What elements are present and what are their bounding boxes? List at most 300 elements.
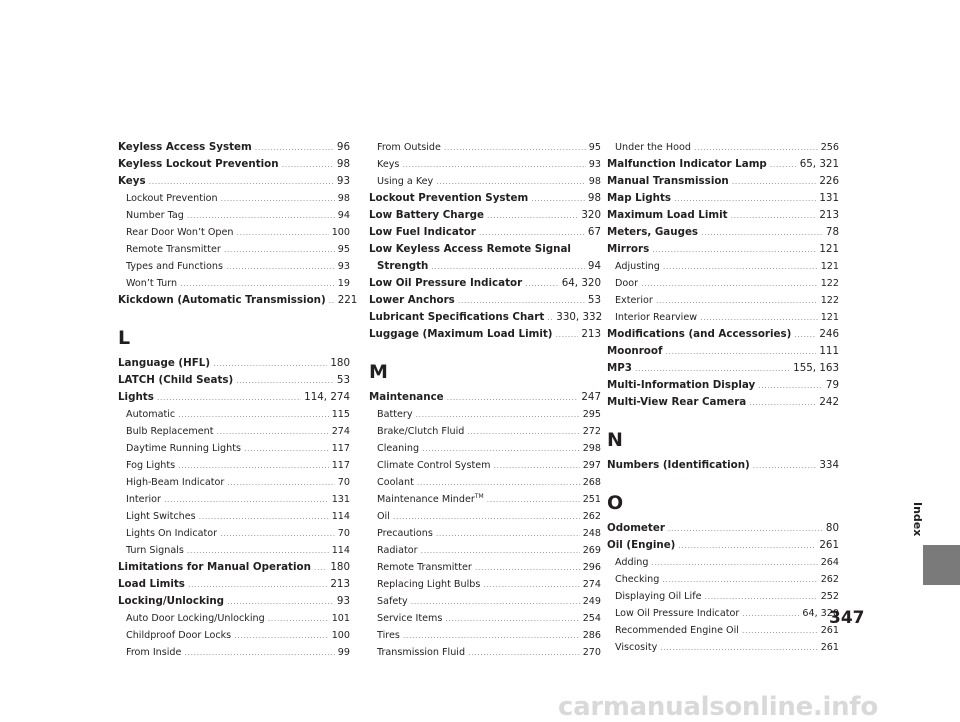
- entry-term: [377, 156, 399, 173]
- index-entry[interactable]: [369, 292, 601, 309]
- entry-page-refs[interactable]: 213: [581, 328, 601, 340]
- entry-page-refs[interactable]: 115: [331, 409, 350, 420]
- entry-page-refs[interactable]: 131: [331, 494, 350, 505]
- entry-page-refs[interactable]: 320: [581, 209, 601, 221]
- entry-page-refs[interactable]: 256: [820, 142, 839, 153]
- index-subentry[interactable]: [118, 440, 350, 457]
- entry-term: [377, 258, 428, 275]
- entry-page-refs[interactable]: 242: [819, 396, 839, 408]
- index-entry[interactable]: [118, 576, 350, 593]
- entry-term: [615, 588, 701, 605]
- entry-term: [607, 241, 649, 258]
- entry-term-text: Low Battery Charge: [369, 209, 485, 221]
- dot-leader: [674, 190, 816, 207]
- entry-term: [615, 554, 648, 571]
- entry-page-refs[interactable]: 213: [819, 209, 839, 221]
- entry-page-refs[interactable]: 101: [331, 613, 350, 624]
- entry-term: [607, 520, 665, 537]
- index-subentry[interactable]: [369, 610, 601, 627]
- entry-term-text: Interior Rearview: [615, 312, 698, 323]
- entry-term-text: Lower Anchors: [369, 294, 455, 306]
- entry-term-text: Interior: [126, 494, 161, 505]
- dot-leader: [224, 241, 335, 258]
- index-subentry[interactable]: [607, 639, 839, 656]
- entry-term-text: Tires: [377, 630, 400, 641]
- index-entry[interactable]: [369, 326, 601, 343]
- dot-leader: [234, 627, 329, 644]
- entry-page-refs[interactable]: 98: [587, 192, 601, 204]
- entry-term-text: Mirrors: [607, 243, 650, 255]
- entry-term: [118, 156, 279, 173]
- index-entry[interactable]: [118, 173, 350, 190]
- index-subentry[interactable]: [118, 491, 350, 508]
- entry-term: [126, 241, 221, 258]
- entry-page-refs[interactable]: 274: [331, 426, 350, 437]
- dot-leader: [458, 292, 585, 309]
- entry-term: [377, 406, 413, 423]
- entry-term: [118, 139, 252, 156]
- page-number: 347: [829, 608, 865, 628]
- entry-page-refs[interactable]: 254: [582, 613, 601, 624]
- index-subentry[interactable]: [607, 588, 839, 605]
- entry-term: [118, 173, 146, 190]
- dot-leader: [700, 309, 818, 326]
- index-entry[interactable]: [607, 537, 839, 554]
- entry-term-text: Keyless Lockout Prevention: [118, 158, 279, 170]
- dot-leader: [227, 593, 334, 610]
- entry-term-text: From Outside: [377, 142, 441, 153]
- index-subentry[interactable]: [118, 224, 350, 241]
- dot-leader: [665, 343, 816, 360]
- entry-page-refs[interactable]: 121: [820, 312, 839, 323]
- entry-term: [377, 644, 465, 661]
- index-entry[interactable]: [369, 389, 601, 406]
- index-entry[interactable]: [118, 372, 350, 389]
- entry-page-refs[interactable]: 65, 321: [799, 158, 839, 170]
- entry-term: [126, 627, 231, 644]
- entry-term: [377, 440, 419, 457]
- section-thumb-tab[interactable]: [923, 545, 960, 585]
- index-entry[interactable]: [118, 292, 358, 309]
- entry-page-refs[interactable]: 131: [819, 192, 839, 204]
- section-tab-label[interactable]: Index: [911, 502, 924, 537]
- entry-term: [607, 190, 671, 207]
- entry-term-text: Lubricant Specifications Chart: [369, 311, 545, 323]
- dot-leader: [475, 559, 580, 576]
- dot-leader: [445, 610, 579, 627]
- entry-page-refs[interactable]: 261: [819, 539, 839, 551]
- index-subentry[interactable]: [118, 275, 350, 292]
- index-subentry[interactable]: [118, 406, 350, 423]
- index-entry[interactable]: [607, 224, 839, 241]
- entry-term-text: Checking: [615, 574, 660, 585]
- entry-page-refs[interactable]: 117: [331, 460, 350, 471]
- dot-leader: [180, 275, 335, 292]
- entry-term: [126, 406, 175, 423]
- entry-term: [615, 309, 697, 326]
- entry-page-refs[interactable]: 298: [582, 443, 601, 454]
- dot-leader: [753, 457, 817, 474]
- dot-leader: [220, 525, 335, 542]
- entry-term-text: Low Oil Pressure Indicator: [615, 608, 740, 619]
- dot-leader: [487, 207, 578, 224]
- entry-page-refs[interactable]: 269: [582, 545, 601, 556]
- index-subentry[interactable]: [607, 309, 839, 326]
- entry-term-text: Lights: [118, 391, 154, 403]
- dot-leader: [662, 571, 817, 588]
- index-subentry[interactable]: [118, 190, 350, 207]
- dot-leader: [393, 508, 580, 525]
- entry-page-refs[interactable]: 249: [582, 596, 601, 607]
- entry-page-refs[interactable]: 246: [819, 328, 839, 340]
- dot-leader: [213, 355, 327, 372]
- index-entry[interactable]: [118, 156, 350, 173]
- index-entry[interactable]: [607, 173, 839, 190]
- entry-term-text: LATCH (Child Seats): [118, 374, 234, 386]
- entry-term: [369, 309, 544, 326]
- index-subentry[interactable]: [369, 139, 601, 156]
- index-subentry[interactable]: [369, 491, 601, 508]
- entry-page-refs[interactable]: 93: [337, 261, 350, 272]
- entry-page-refs[interactable]: 95: [588, 142, 601, 153]
- entry-page-refs[interactable]: 93: [336, 175, 350, 187]
- index-subentry[interactable]: [369, 593, 601, 610]
- dot-leader: [656, 292, 818, 309]
- index-entry[interactable]: [607, 326, 839, 343]
- dot-leader: [421, 542, 580, 559]
- entry-page-refs[interactable]: 272: [582, 426, 601, 437]
- entry-page-refs[interactable]: 121: [819, 243, 839, 255]
- index-entry[interactable]: [607, 241, 839, 258]
- entry-term: [377, 173, 433, 190]
- entry-term-text: Maintenance Minder: [377, 494, 475, 505]
- index-column-2: [369, 139, 601, 661]
- index-entry[interactable]: [369, 275, 601, 292]
- entry-term-text: Precautions: [377, 528, 433, 539]
- entry-term-text: Keys: [377, 159, 400, 170]
- index-subentry[interactable]: [607, 139, 839, 156]
- index-entry[interactable]: [369, 258, 601, 275]
- index-entry[interactable]: [118, 593, 350, 610]
- dot-leader: [678, 537, 816, 554]
- entry-term-text: Multi-Information Display: [607, 379, 756, 391]
- entry-term: [615, 139, 691, 156]
- index-subentry[interactable]: [369, 440, 601, 457]
- entry-page-refs[interactable]: 261: [820, 642, 839, 653]
- entry-term: [126, 423, 214, 440]
- entry-page-refs[interactable]: 251: [582, 494, 601, 505]
- entry-term: [126, 190, 218, 207]
- entry-term-text: Bulb Replacement: [126, 426, 214, 437]
- index-letter-heading: M: [369, 361, 388, 383]
- index-subentry[interactable]: [369, 644, 601, 661]
- dot-leader: [255, 139, 334, 156]
- entry-term: [377, 525, 433, 542]
- entry-term-text: Won’t Turn: [126, 278, 178, 289]
- entry-term-text: Strength: [377, 260, 429, 272]
- entry-page-refs[interactable]: 296: [582, 562, 601, 573]
- index-subentry[interactable]: [607, 571, 839, 588]
- entry-term-text: Turn Signals: [126, 545, 184, 556]
- index-entry[interactable]: [607, 343, 839, 360]
- entry-term-text: Daytime Running Lights: [126, 443, 241, 454]
- index-subentry[interactable]: [118, 610, 350, 627]
- dot-leader: [436, 173, 586, 190]
- entry-term-text: Safety: [377, 596, 408, 607]
- index-subentry[interactable]: [369, 542, 601, 559]
- entry-term-text: Types and Functions: [126, 261, 223, 272]
- entry-page-refs[interactable]: 98: [337, 193, 350, 204]
- dot-leader: [493, 457, 579, 474]
- entry-term-text: Number Tag: [126, 210, 184, 221]
- entry-term-text: Low Fuel Indicator: [369, 226, 476, 238]
- index-subentry[interactable]: [118, 423, 350, 440]
- index-subentry[interactable]: [369, 156, 601, 173]
- index-subentry[interactable]: [607, 622, 839, 639]
- dot-leader: [157, 389, 301, 406]
- entry-page-refs[interactable]: 180: [330, 357, 350, 369]
- entry-page-refs[interactable]: 274: [582, 579, 601, 590]
- entry-page-refs[interactable]: 19: [337, 278, 350, 289]
- entry-page-refs[interactable]: 96: [336, 141, 350, 153]
- entry-page-refs[interactable]: 117: [331, 443, 350, 454]
- entry-page-refs[interactable]: 98: [588, 176, 601, 187]
- dot-leader: [660, 639, 817, 656]
- entry-term: [118, 372, 233, 389]
- entry-term-text: Locking/Unlocking: [118, 595, 225, 607]
- index-subentry[interactable]: [369, 423, 601, 440]
- dot-leader: [701, 224, 823, 241]
- entry-term-text: Moonroof: [607, 345, 663, 357]
- index-entry[interactable]: [118, 139, 350, 156]
- dot-leader: [431, 258, 585, 275]
- entry-term: [369, 190, 528, 207]
- index-entry[interactable]: [118, 559, 350, 576]
- dot-leader: [329, 292, 335, 309]
- dot-leader: [236, 372, 334, 389]
- entry-page-refs[interactable]: 114: [331, 511, 350, 522]
- entry-page-refs[interactable]: 64, 320: [561, 277, 601, 289]
- dot-leader: [314, 559, 327, 576]
- entry-page-refs[interactable]: 93: [336, 595, 350, 607]
- entry-term-text: Auto Door Locking/Unlocking: [126, 613, 265, 624]
- index-subentry[interactable]: [607, 275, 839, 292]
- entry-page-refs[interactable]: 247: [581, 391, 601, 403]
- entry-term: [377, 559, 472, 576]
- entry-page-refs[interactable]: 122: [820, 295, 839, 306]
- entry-page-refs[interactable]: 252: [820, 591, 839, 602]
- side-tab-strip: [918, 78, 960, 558]
- entry-term-text: Language (HFL): [118, 357, 211, 369]
- entry-page-refs[interactable]: 261: [820, 625, 839, 636]
- index-subentry[interactable]: [118, 207, 350, 224]
- entry-term: [118, 559, 311, 576]
- entry-term-text: MP3: [607, 362, 632, 374]
- entry-term-text: Adding: [615, 557, 649, 568]
- entry-term: [615, 275, 638, 292]
- index-subentry[interactable]: [369, 406, 601, 423]
- entry-page-refs[interactable]: 286: [582, 630, 601, 641]
- index-subentry[interactable]: [118, 627, 350, 644]
- index-entry[interactable]: [607, 156, 839, 173]
- entry-page-refs[interactable]: 53: [336, 374, 350, 386]
- entry-term: [118, 593, 224, 610]
- entry-page-refs[interactable]: 99: [337, 647, 350, 658]
- entry-term: [607, 360, 632, 377]
- entry-page-refs[interactable]: 67: [587, 226, 601, 238]
- entry-page-refs[interactable]: 70: [337, 528, 350, 539]
- entry-page-refs[interactable]: 330, 332: [556, 311, 603, 323]
- index-subentry[interactable]: [118, 525, 350, 542]
- entry-page-refs[interactable]: 95: [337, 244, 350, 255]
- entry-page-refs[interactable]: 121: [820, 261, 839, 272]
- index-entry[interactable]: [369, 309, 601, 326]
- index-subentry[interactable]: [118, 508, 350, 525]
- entry-page-refs[interactable]: 53: [587, 294, 601, 306]
- entry-page-refs[interactable]: 262: [820, 574, 839, 585]
- entry-term-text: Service Items: [377, 613, 443, 624]
- entry-term-text: Meters, Gauges: [607, 226, 699, 238]
- entry-page-refs[interactable]: 64, 320: [802, 608, 839, 619]
- index-entry[interactable]: [118, 389, 350, 406]
- entry-page-refs[interactable]: 221: [337, 294, 358, 306]
- entry-term-text: Maximum Load Limit: [607, 209, 728, 221]
- entry-page-refs[interactable]: 70: [337, 477, 350, 488]
- dot-leader: [164, 491, 329, 508]
- index-entry[interactable]: [607, 394, 839, 411]
- index-subentry[interactable]: [369, 576, 601, 593]
- entry-term: [126, 258, 223, 275]
- entry-term: [118, 576, 185, 593]
- index-entry[interactable]: [118, 355, 350, 372]
- entry-page-refs[interactable]: 94: [337, 210, 350, 221]
- index-subentry[interactable]: [607, 258, 839, 275]
- entry-page-refs[interactable]: 268: [582, 477, 601, 488]
- entry-term-text: Low Keyless Access Remote Signal: [369, 243, 571, 255]
- index-subentry[interactable]: [369, 457, 601, 474]
- index-subentry[interactable]: [607, 605, 839, 622]
- entry-term: [126, 525, 217, 542]
- index-entry[interactable]: [607, 207, 839, 224]
- dot-leader: [282, 156, 334, 173]
- entry-term-text: Fog Lights: [126, 460, 176, 471]
- entry-page-refs[interactable]: 100: [331, 630, 350, 641]
- index-entry[interactable]: [607, 360, 839, 377]
- entry-page-refs[interactable]: 270: [582, 647, 601, 658]
- entry-page-refs[interactable]: 180: [330, 561, 350, 573]
- entry-page-refs[interactable]: 98: [336, 158, 350, 170]
- index-subentry[interactable]: [118, 457, 350, 474]
- index-subentry[interactable]: [607, 292, 839, 309]
- index-subentry[interactable]: [118, 542, 350, 559]
- dot-leader: [758, 377, 823, 394]
- entry-term: [369, 241, 571, 258]
- entry-term-text: Remote Transmitter: [126, 244, 221, 255]
- dot-leader: [221, 190, 335, 207]
- entry-page-refs[interactable]: 79: [825, 379, 839, 391]
- dot-leader: [188, 576, 327, 593]
- dot-leader: [467, 423, 579, 440]
- entry-term-text: Lockout Prevention: [126, 193, 218, 204]
- index-subentry[interactable]: [118, 644, 350, 661]
- entry-page-refs[interactable]: 94: [587, 260, 601, 272]
- index-subentry[interactable]: [369, 525, 601, 542]
- entry-page-refs[interactable]: 213: [330, 578, 350, 590]
- entry-term: [607, 457, 750, 474]
- entry-term: [126, 224, 234, 241]
- index-entry[interactable]: [607, 190, 839, 207]
- index-subentry[interactable]: [369, 474, 601, 491]
- entry-page-refs[interactable]: 297: [582, 460, 601, 471]
- entry-page-refs[interactable]: 248: [582, 528, 601, 539]
- entry-term-text: Multi-View Rear Camera: [607, 396, 747, 408]
- entry-page-refs[interactable]: 78: [825, 226, 839, 238]
- dot-leader: [704, 588, 817, 605]
- entry-page-refs[interactable]: 295: [582, 409, 601, 420]
- entry-page-refs[interactable]: 262: [582, 511, 601, 522]
- dot-leader: [742, 605, 799, 622]
- dot-leader: [149, 173, 334, 190]
- index-subentry[interactable]: [118, 241, 350, 258]
- index-subentry[interactable]: [118, 474, 350, 491]
- entry-term: [369, 389, 444, 406]
- entry-page-refs[interactable]: 93: [588, 159, 601, 170]
- dot-leader: [178, 406, 328, 423]
- entry-term-text: Recommended Engine Oil: [615, 625, 739, 636]
- entry-term: [377, 508, 390, 525]
- index-entry[interactable]: [369, 207, 601, 224]
- index-entry[interactable]: [369, 241, 601, 258]
- entry-term: [615, 571, 659, 588]
- index-entry[interactable]: [369, 190, 601, 207]
- entry-term-text: Lights On Indicator: [126, 528, 218, 539]
- entry-term: [126, 644, 181, 661]
- entry-page-refs[interactable]: 122: [820, 278, 839, 289]
- entry-page-refs[interactable]: 80: [825, 522, 839, 534]
- entry-page-refs[interactable]: 114: [331, 545, 350, 556]
- entry-term-text: Viscosity: [615, 642, 658, 653]
- dot-leader: [652, 241, 816, 258]
- index-subentry[interactable]: [369, 508, 601, 525]
- index-entry[interactable]: [607, 377, 839, 394]
- entry-page-refs[interactable]: 264: [820, 557, 839, 568]
- entry-page-refs[interactable]: 334: [819, 459, 839, 471]
- entry-term: [377, 474, 414, 491]
- entry-page-refs[interactable]: 114, 274: [304, 391, 350, 403]
- entry-page-refs[interactable]: 111: [819, 345, 839, 357]
- index-subentry[interactable]: [369, 627, 601, 644]
- index-entry[interactable]: [607, 520, 839, 537]
- entry-page-refs[interactable]: 155, 163: [793, 362, 839, 374]
- index-subentry[interactable]: [607, 554, 839, 571]
- index-entry[interactable]: [369, 224, 601, 241]
- entry-term: [615, 605, 739, 622]
- entry-term-text: Exterior: [615, 295, 653, 306]
- dot-leader: [444, 139, 586, 156]
- entry-page-refs[interactable]: 226: [819, 175, 839, 187]
- entry-term: [126, 207, 184, 224]
- entry-term: [615, 639, 657, 656]
- dot-leader: [525, 275, 559, 292]
- entry-term-text: Remote Transmitter: [377, 562, 472, 573]
- index-entry[interactable]: [607, 457, 839, 474]
- entry-page-refs[interactable]: 100: [331, 227, 350, 238]
- index-subentry[interactable]: [369, 559, 601, 576]
- index-subentry[interactable]: [118, 258, 350, 275]
- entry-term: [377, 576, 480, 593]
- index-subentry[interactable]: [369, 173, 601, 190]
- entry-term: [126, 440, 241, 457]
